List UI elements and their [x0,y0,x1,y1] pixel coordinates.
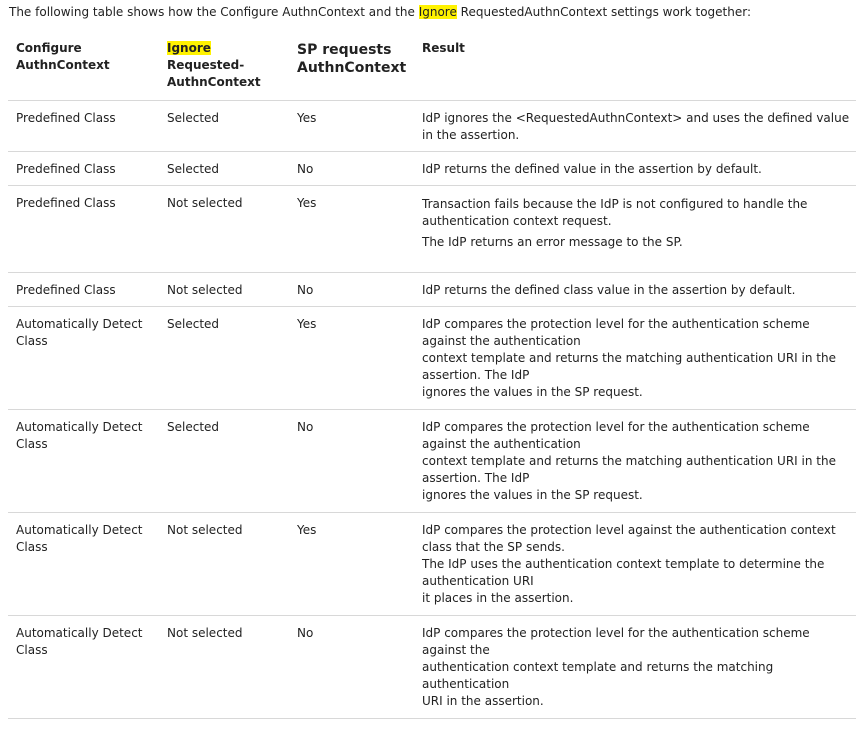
cell-result [414,185,856,272]
result-line: context template and returns the matching authentication URI in the assertion. The IdP [422,350,836,382]
table-row [8,306,856,409]
result-line: context template and returns the matching authentication URI in the assertion. The IdP [422,453,836,485]
cell-configure: Automatically Detect Class [8,409,159,512]
result-line: The IdP uses the authentication context template to determine the authentication URI [422,556,825,588]
cell-ignore: Selected [159,151,289,185]
cell-result [414,151,856,185]
table-row [8,615,856,718]
header-configure-authncontext: Configure AuthnContext [8,31,159,100]
result-line: IdP compares the protection level for the authentication scheme against the [422,625,810,657]
table-row [8,409,856,512]
result-line: authentication context template and returns the matching authentication [422,659,774,691]
table-header-row [8,31,856,100]
cell-ignore: Not selected [159,185,289,272]
result-line: IdP returns the defined value in the assertion by default. [422,161,762,176]
result-line: IdP compares the protection level for the authentication scheme against the authentication [422,419,810,451]
cell-result [414,306,856,409]
cell-result [414,615,856,718]
header-ignore-highlight: Ignore [167,41,211,55]
cell-result [414,272,856,306]
result-line: IdP compares the protection level for the authentication scheme against the authentication [422,316,810,348]
cell-configure: Predefined Class [8,151,159,185]
intro-highlight: Ignore [418,5,457,19]
cell-ignore: Selected [159,100,289,151]
cell-configure: Automatically Detect Class [8,512,159,615]
cell-configure: Predefined Class [8,100,159,151]
cell-result [414,512,856,615]
result-line: URI in the assertion. [422,693,544,708]
cell-configure: Predefined Class [8,272,159,306]
intro-text [9,4,751,20]
cell-configure: Automatically Detect Class [8,615,159,718]
result-line: it places in the assertion. [422,590,574,605]
table-row [8,151,856,185]
table-row [8,272,856,306]
table-row [8,512,856,615]
result-line: Transaction fails because the IdP is not configured to handle the authentication context request. [422,196,808,228]
cell-sp: No [289,151,414,185]
intro-after: RequestedAuthnContext settings work together: [456,5,751,19]
cell-sp: No [289,615,414,718]
cell-sp: Yes [289,306,414,409]
cell-sp: Yes [289,185,414,272]
table-body [8,100,856,718]
result-line: ignores the values in the SP request. [422,487,643,502]
header-sp-requests: SP requests AuthnContext [289,31,414,100]
cell-configure: Predefined Class [8,185,159,272]
cell-sp: No [289,409,414,512]
table-row [8,100,856,151]
result-line: IdP ignores the <RequestedAuthnContext> and uses the defined value in the assertion. [422,110,850,142]
settings-table [8,31,856,719]
cell-result [414,100,856,151]
result-line: IdP compares the protection level against the authentication context class that the SP sends. [422,522,836,554]
cell-configure: Automatically Detect Class [8,306,159,409]
table-row [8,185,856,272]
cell-ignore: Selected [159,306,289,409]
cell-sp: Yes [289,512,414,615]
result-line: The IdP returns an error message to the SP. [422,234,683,249]
header-result: Result [414,31,856,100]
cell-ignore: Not selected [159,615,289,718]
result-line: IdP returns the defined class value in the assertion by default. [422,282,796,297]
cell-result [414,409,856,512]
result-line: ignores the values in the SP request. [422,384,643,399]
cell-ignore: Not selected [159,512,289,615]
header-ignore-requested-authncontext [159,31,289,100]
intro-before: The following table shows how the Configure AuthnContext and the [9,5,419,19]
cell-ignore: Not selected [159,272,289,306]
cell-sp: Yes [289,100,414,151]
cell-sp: No [289,272,414,306]
cell-ignore: Selected [159,409,289,512]
header-ignore-rest: Requested-AuthnContext [167,58,261,89]
